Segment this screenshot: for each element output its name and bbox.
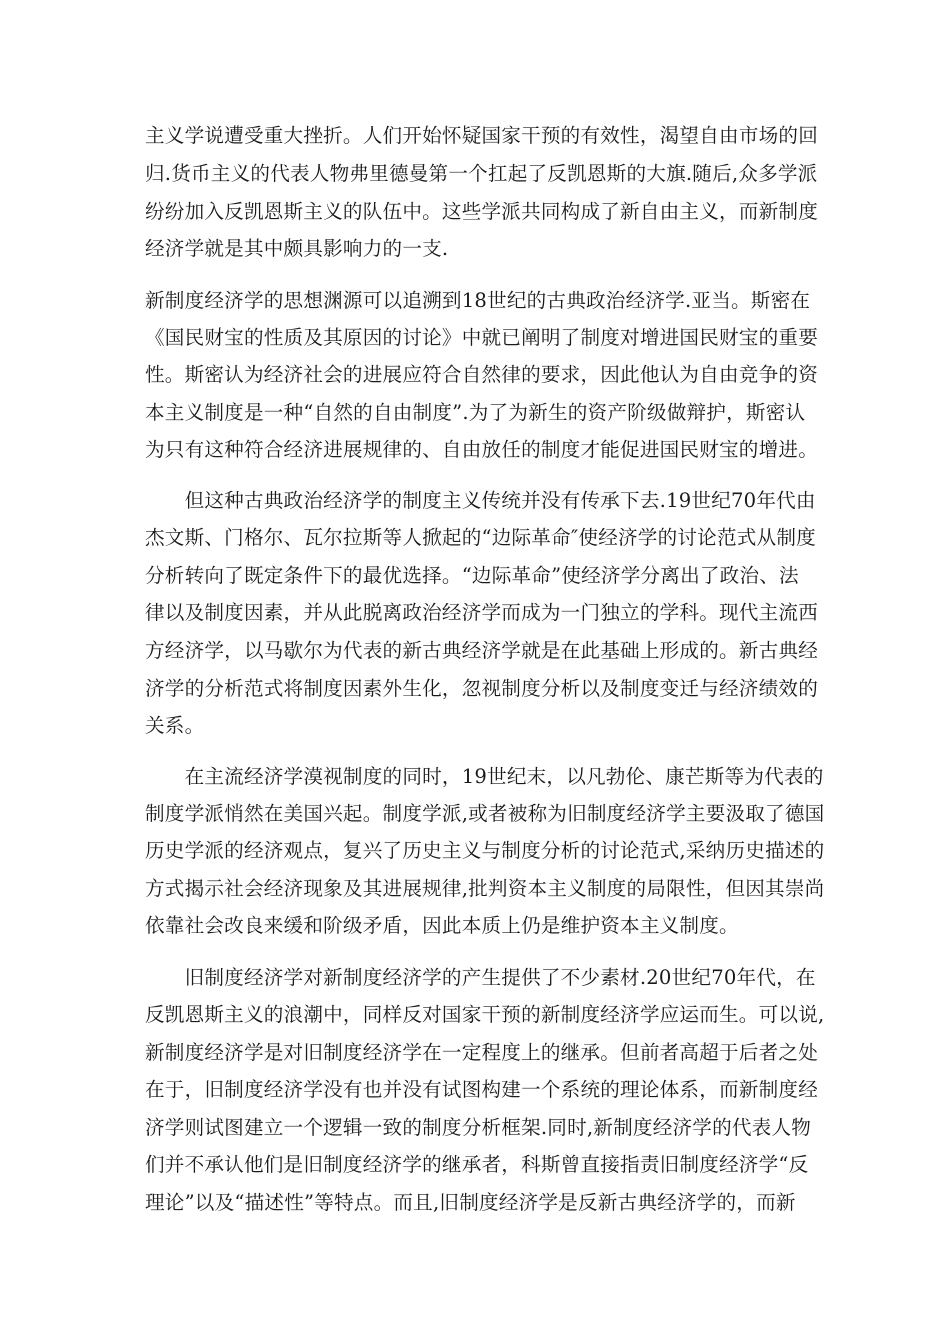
text-line: 制度学派悄然在美国兴起。制度学派,或者被称为旧制度经济学主要汲取了德国 (145, 802, 825, 825)
text-line: 新制度经济学的思想渊源可以追溯到18世纪的古典政治经济学.亚当。斯密在 (145, 289, 811, 312)
text-line: 《国民财宝的性质及其原因的讨论》中就已阐明了制度对增进国民财宝的重要 (145, 326, 818, 349)
text-line: 济学则试图建立一个逻辑一致的制度分析框架.同时,新制度经济学的代表人物 (145, 1116, 812, 1139)
text-line: 济学的分析范式将制度因素外生化，忽视制度分析以及制度变迁与经济绩效的 (145, 677, 818, 700)
text-line: 主义学说遭受重大挫折。人们开始怀疑国家干预的有效性，渴望自由市场的回 (145, 124, 818, 147)
text-line: 们并不承认他们是旧制度经济学的继承者，科斯曾直接指责旧制度经济学“反 (145, 1153, 809, 1176)
text-line: 旧制度经济学对新制度经济学的产生提供了不少素材.20世纪70年代，在 (145, 966, 816, 989)
text-line: 方式揭示社会经济现象及其进展规律,批判资本主义制度的局限性，但因其崇尚 (145, 877, 825, 900)
text-line: 关系。 (145, 714, 205, 737)
text-line: 经济学就是其中颇具影响力的一支. (145, 237, 449, 260)
text-line: 新制度经济学是对旧制度经济学在一定程度上的继承。但前者高超于后者之处 (145, 1041, 818, 1064)
text-line: 依靠社会改良来缓和阶级矛盾，因此本质上仍是维护资本主义制度。 (145, 914, 739, 937)
text-line: 在于，旧制度经济学没有也并没有试图构建一个系统的理论体系，而新制度经 (145, 1078, 818, 1101)
text-line: 律以及制度因素，并从此脱离政治经济学而成为一门独立的学科。现代主流西 (145, 601, 818, 624)
text-line: 理论”以及“描述性”等特点。而且,旧制度经济学是反新古典经济学的，而新 (145, 1191, 796, 1214)
text-line: 纷纷加入反凯恩斯主义的队伍中。这些学派共同构成了新自由主义，而新制度 (145, 200, 818, 223)
text-line: 在主流经济学漠视制度的同时，19世纪末，以凡勃伦、康芒斯等为代表的 (145, 765, 824, 788)
text-line: 但这种古典政治经济学的制度主义传统并没有传承下去.19世纪70年代由 (145, 489, 816, 512)
text-line: 反凯恩斯主义的浪潮中，同样反对国家干预的新制度经济学应运而生。可以说, (145, 1003, 825, 1026)
text-line: 性。斯密认为经济社会的进展应符合自然律的要求，因此他认为自由竞争的资 (145, 363, 818, 386)
text-line: 归.货币主义的代表人物弗里德曼第一个扛起了反凯恩斯的大旗.随后,众多学派 (145, 162, 818, 185)
text-line: 分析转向了既定条件下的最优选择。“边际革命”使经济学分离出了政治、法 (145, 564, 799, 587)
text-line: 历史学派的经济观点，复兴了历史主义与制度分析的讨论范式,采纳历史描述的 (145, 839, 825, 862)
text-line: 方经济学，以马歇尔为代表的新古典经济学就是在此基础上形成的。新古典经 (145, 639, 818, 662)
text-line: 为只有这种符合经济进展规律的、自由放任的制度才能促进国民财宝的增进。 (145, 438, 818, 461)
text-line: 本主义制度是一种“自然的自由制度”.为了为新生的资产阶级做辩护，斯密认 (145, 401, 806, 424)
text-line: 杰文斯、门格尔、瓦尔拉斯等人掀起的“边际革命″使经济学的讨论范式从制度 (145, 526, 816, 549)
